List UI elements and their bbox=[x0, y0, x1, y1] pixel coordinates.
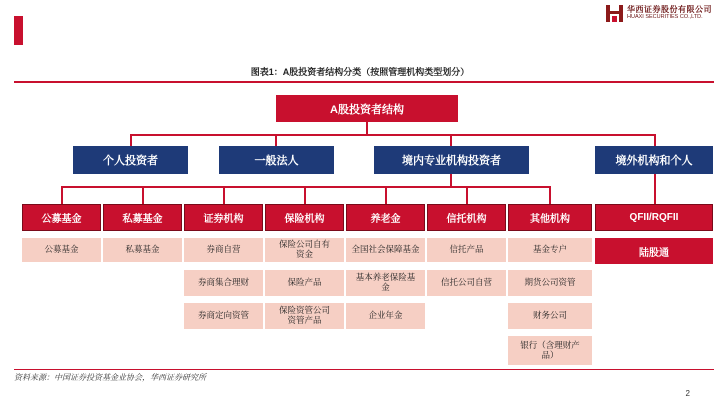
leaf-insurance-products: 保险产品 bbox=[265, 270, 344, 296]
page-number: 2 bbox=[685, 389, 690, 398]
leaf-futures-am: 期货公司资管 bbox=[508, 270, 592, 296]
leaf-trust-proprietary: 信托公司自营 bbox=[427, 270, 506, 296]
connector bbox=[142, 186, 144, 204]
leaf-insurance-own-funds: 保险公司自有资金 bbox=[265, 238, 344, 262]
connector bbox=[654, 134, 656, 146]
node-foreign-investors: 境外机构和个人 bbox=[595, 146, 713, 174]
root-node: A股投资者结构 bbox=[276, 95, 458, 122]
leaf-trust-products: 信托产品 bbox=[427, 238, 506, 262]
connector bbox=[61, 186, 63, 204]
connector bbox=[385, 186, 387, 204]
leaf-fund-special-account: 基金专户 bbox=[508, 238, 592, 262]
leaf-insurance-am-products: 保险资管公司资管产品 bbox=[265, 303, 344, 329]
connector bbox=[466, 186, 468, 204]
connector bbox=[654, 174, 656, 204]
leaf-basic-pension-fund: 基本养老保险基金 bbox=[346, 270, 425, 296]
company-name-cn: 华西证券股份有限公司 bbox=[627, 5, 712, 15]
node-other: 其他机构 bbox=[508, 204, 592, 231]
connector bbox=[304, 186, 306, 204]
node-qfii: QFII/RQFII bbox=[595, 204, 713, 231]
leaf-finance-company: 财务公司 bbox=[508, 303, 592, 329]
node-pension: 养老金 bbox=[346, 204, 425, 231]
connector bbox=[549, 186, 551, 204]
leaf-social-security-fund: 全国社会保障基金 bbox=[346, 238, 425, 262]
figure-title: 图表1：A股投资者结构分类（按照管理机构类型划分） bbox=[250, 67, 470, 77]
leaf-stock-connect: 陆股通 bbox=[595, 238, 713, 264]
leaf-securities-collective: 券商集合理财 bbox=[184, 270, 263, 296]
node-general-legal-persons: 一般法人 bbox=[219, 146, 334, 174]
node-securities: 证券机构 bbox=[184, 204, 263, 231]
source-note: 资料来源：中国证券投资基金业协会，华西证券研究所 bbox=[14, 373, 206, 382]
company-name-en: HUAXI SECURITIES CO.,LTD. bbox=[627, 13, 703, 20]
company-logo bbox=[606, 5, 712, 22]
connector bbox=[130, 134, 655, 136]
node-public-fund: 公募基金 bbox=[22, 204, 101, 231]
connector bbox=[450, 134, 452, 146]
connector bbox=[130, 134, 132, 146]
leaf-public-fund: 公募基金 bbox=[22, 238, 101, 262]
leaf-securities-proprietary: 券商自营 bbox=[184, 238, 263, 262]
leaf-securities-targeted: 券商定向资管 bbox=[184, 303, 263, 329]
title-divider bbox=[14, 81, 714, 83]
node-individual-investors: 个人投资者 bbox=[73, 146, 188, 174]
connector bbox=[275, 134, 277, 146]
node-insurance: 保险机构 bbox=[265, 204, 344, 231]
connector bbox=[223, 186, 225, 204]
corner-accent bbox=[14, 16, 23, 45]
connector bbox=[61, 186, 551, 188]
footer-divider bbox=[14, 369, 714, 370]
node-private-fund: 私募基金 bbox=[103, 204, 182, 231]
node-trust: 信托机构 bbox=[427, 204, 506, 231]
leaf-banks: 银行（含理财产品） bbox=[508, 336, 592, 365]
leaf-enterprise-annuity: 企业年金 bbox=[346, 303, 425, 329]
logo-mark-icon bbox=[606, 5, 623, 22]
leaf-private-fund: 私募基金 bbox=[103, 238, 182, 262]
node-domestic-institutions: 境内专业机构投资者 bbox=[374, 146, 529, 174]
